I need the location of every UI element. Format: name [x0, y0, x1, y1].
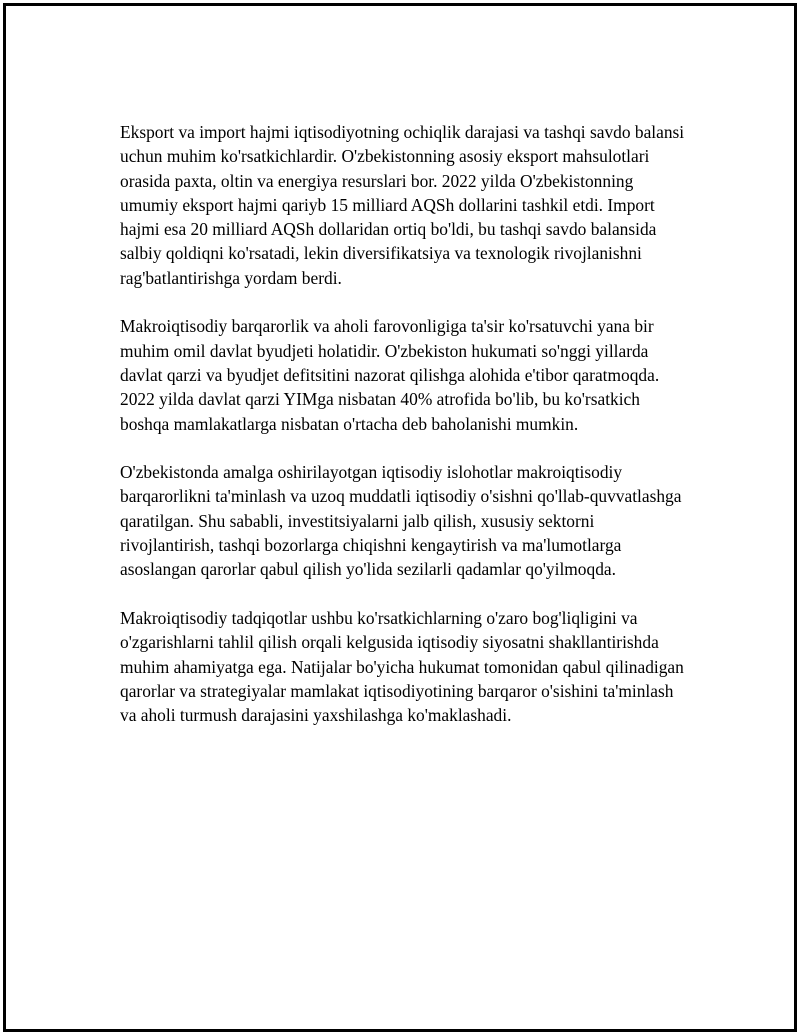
document-body [120, 120, 692, 752]
paragraph-state-budget: Makroiqtisodiy barqarorlik va aholi farovonligiga ta'sir ko'rsatuvchi yana bir muhim omil davlat byudjeti holatidir. O'zbekiston hukumati so'nggi yillarda davlat qarzi va byudjet defitsitini nazorat qilishga alohida e'tibor qaratmoqda. 2022 yilda davlat qarzi YIMga nisbatan 40% atrofida bo'lib, bu ko'rsatkich boshqa mamlakatlarga nisbatan o'rtacha deb baholanishi mumkin. [120, 316, 660, 434]
document-page [3, 3, 797, 1032]
paragraph-economic-reforms: O'zbekistonda amalga oshirilayotgan iqtisodiy islohotlar makroiqtisodiy barqarorlikni ta'minlash va uzoq muddatli iqtisodiy o'sishni qo'llab-quvvatlashga qaratilgan. Shu sababli, investitsiyalarni jalb qilish, xususiy sektorni rivojlantirish, tashqi bozorlarga chiqishni kengaytirish va ma'lumotlarga asoslangan qarorlar qabul qilish yo'lida sezilarli qadamlar qo'yilmoqda. [120, 462, 682, 580]
paragraph-macro-research: Makroiqtisodiy tadqiqotlar ushbu ko'rsatkichlarning o'zaro bog'liqligini va o'zgarishlarni tahlil qilish orqali kelgusida iqtisodiy siyosatni shakllantirishda muhim ahamiyatga ega. Natijalar bo'yicha hukumat tomonidan qabul qilinadigan qarorlar va strategiyalar mamlakat iqtisodiyotining barqaror o'sishini ta'minlash va aholi turmush darajasini yaxshilashga ko'maklashadi. [120, 607, 684, 726]
paragraph-export-import: Eksport va import hajmi iqtisodiyotning ochiqlik darajasi va tashqi savdo balansi uchun muhim ko'rsatkichlardir. O'zbekistonning asosiy eksport mahsulotlari orasida paxta, oltin va energiya resurslari bor. 2022 yilda O'zbekistonning umumiy eksport hajmi qariyb 15 milliard AQSh dollarini tashkil etdi. Import hajmi esa 20 milliard AQSh dollaridan ortiq bo'ldi, bu tashqi savdo balansida salbiy qoldiqni ko'rsatadi, lekin diversifikatsiya va texnologik rivojlanishni rag'batlantirishga yordam berdi. [120, 122, 685, 288]
